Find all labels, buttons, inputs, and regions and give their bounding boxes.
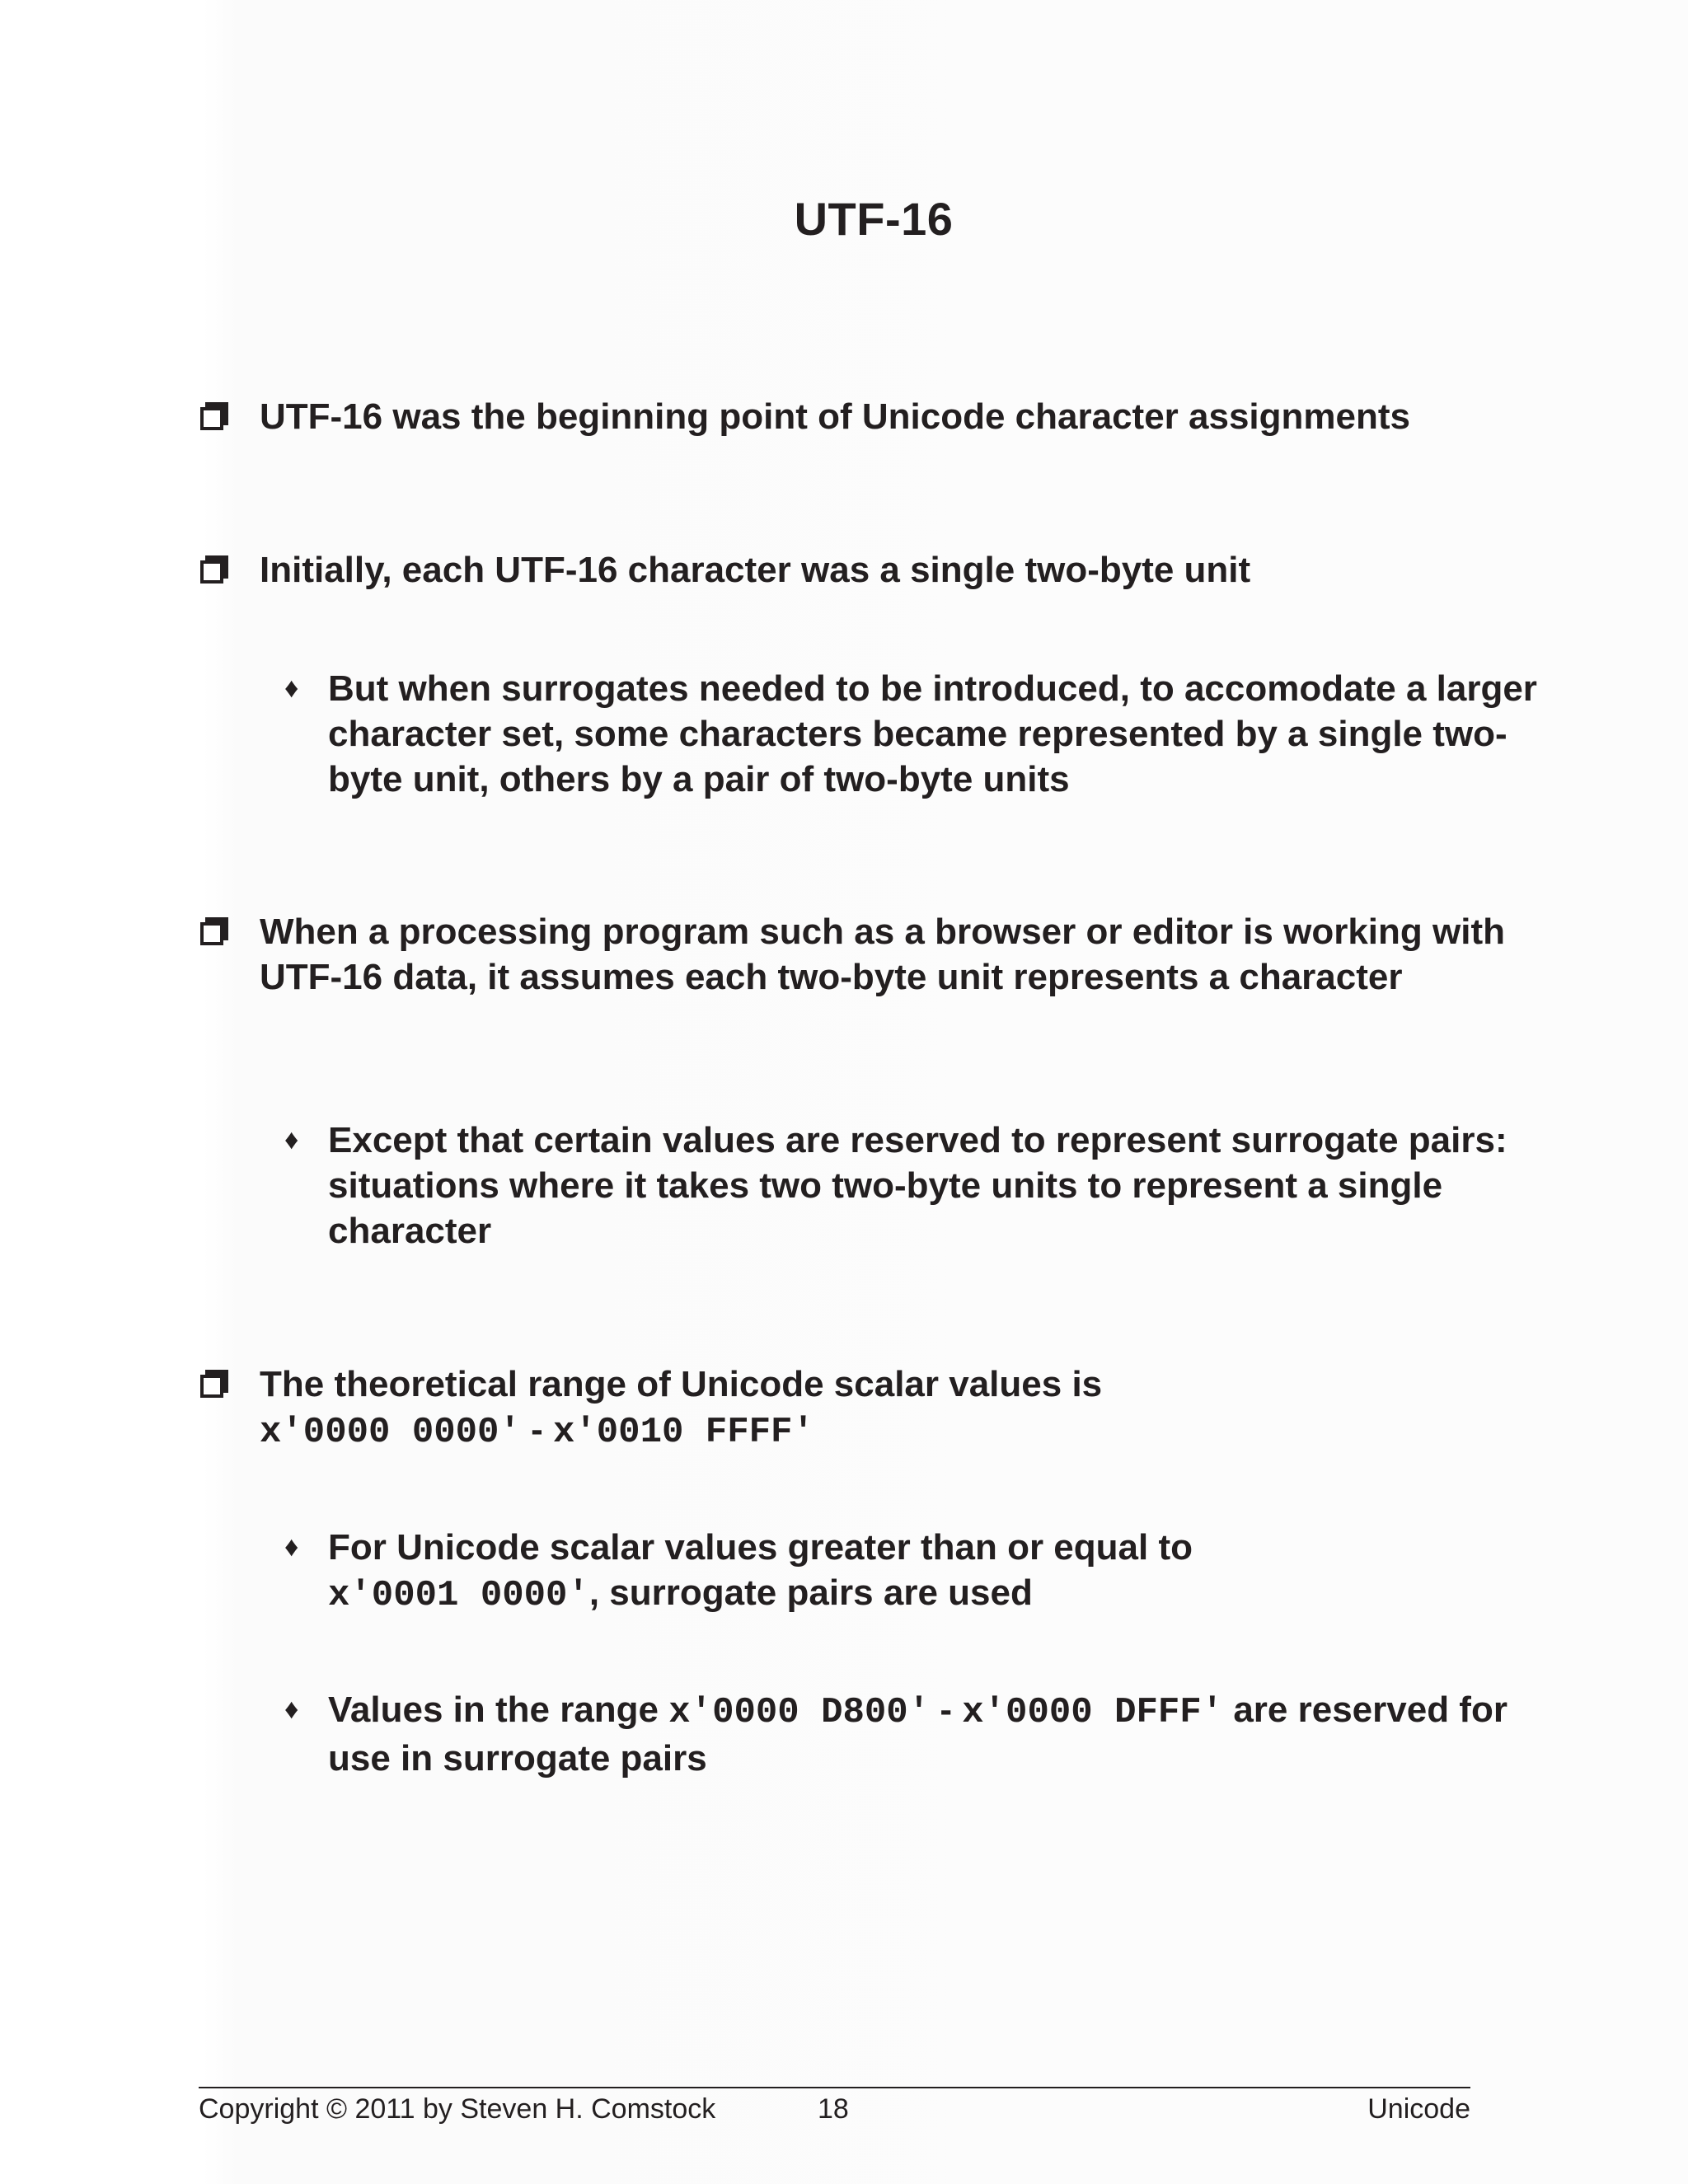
code-surrogate-start: x'0000 D800' <box>668 1692 931 1733</box>
code-surrogate-end: x'0000 DFFF' <box>962 1692 1224 1733</box>
bullet-4-1-sentence: For Unicode scalar values greater than or equal to <box>328 1527 1193 1568</box>
bullet-4-2-pre: Values in the range <box>328 1690 669 1730</box>
bullet-4-sentence: The theoretical range of Unicode scalar values is <box>260 1364 1103 1404</box>
footer-section: Unicode <box>1367 2093 1470 2125</box>
diamond-bullet-icon: ♦ <box>284 1124 299 1155</box>
bullet-3-text: When a processing program such as a browser or editor is working with UTF-16 data, it assumes each two-byte unit represents a character <box>260 912 1505 997</box>
code-range-start: x'0000 0000' <box>260 1412 521 1453</box>
bullet-2-1-text: But when surrogates needed to be introduced, to accomodate a larger character set, some characters became represented by a single two-byte unit, others by a pair of two-byte units <box>328 668 1537 799</box>
bullet-1-text: UTF-16 was the beginning point of Unicode character assignments <box>260 396 1410 437</box>
code-range-end: x'0010 FFFF' <box>552 1412 814 1453</box>
checkbox-square-icon <box>200 1370 225 1394</box>
range-separator: - <box>520 1409 553 1450</box>
footer-divider <box>199 2087 1470 2088</box>
footer-page-number: 18 <box>818 2093 849 2125</box>
diamond-bullet-icon: ♦ <box>284 673 299 704</box>
bullet-2-text: Initially, each UTF-16 character was a single two-byte unit <box>260 550 1251 590</box>
range-separator: - <box>930 1690 963 1730</box>
bullet-4-2-tail: are reserved for use in surrogate pairs <box>328 1690 1507 1779</box>
bullet-4-1-text <box>328 1525 1573 1619</box>
bullet-4-1-tail: , surrogate pairs are used <box>588 1572 1033 1613</box>
diamond-bullet-icon: ♦ <box>284 1531 299 1563</box>
bullet-3-1-text: Except that certain values are reserved to represent surrogate pairs: situations where it takes two two-byte units to represent a single character <box>328 1120 1507 1251</box>
page-title: UTF-16 <box>794 193 954 245</box>
code-threshold: x'0001 0000' <box>328 1575 589 1616</box>
bullet-4-2-text <box>328 1687 1573 1781</box>
checkbox-square-icon <box>200 402 225 427</box>
diamond-bullet-icon: ♦ <box>284 1694 299 1725</box>
bullet-4-text <box>260 1361 1562 1455</box>
footer-copyright: Copyright © 2011 by Steven H. Comstock <box>199 2093 716 2125</box>
checkbox-square-icon <box>200 555 225 580</box>
checkbox-square-icon <box>200 917 225 942</box>
